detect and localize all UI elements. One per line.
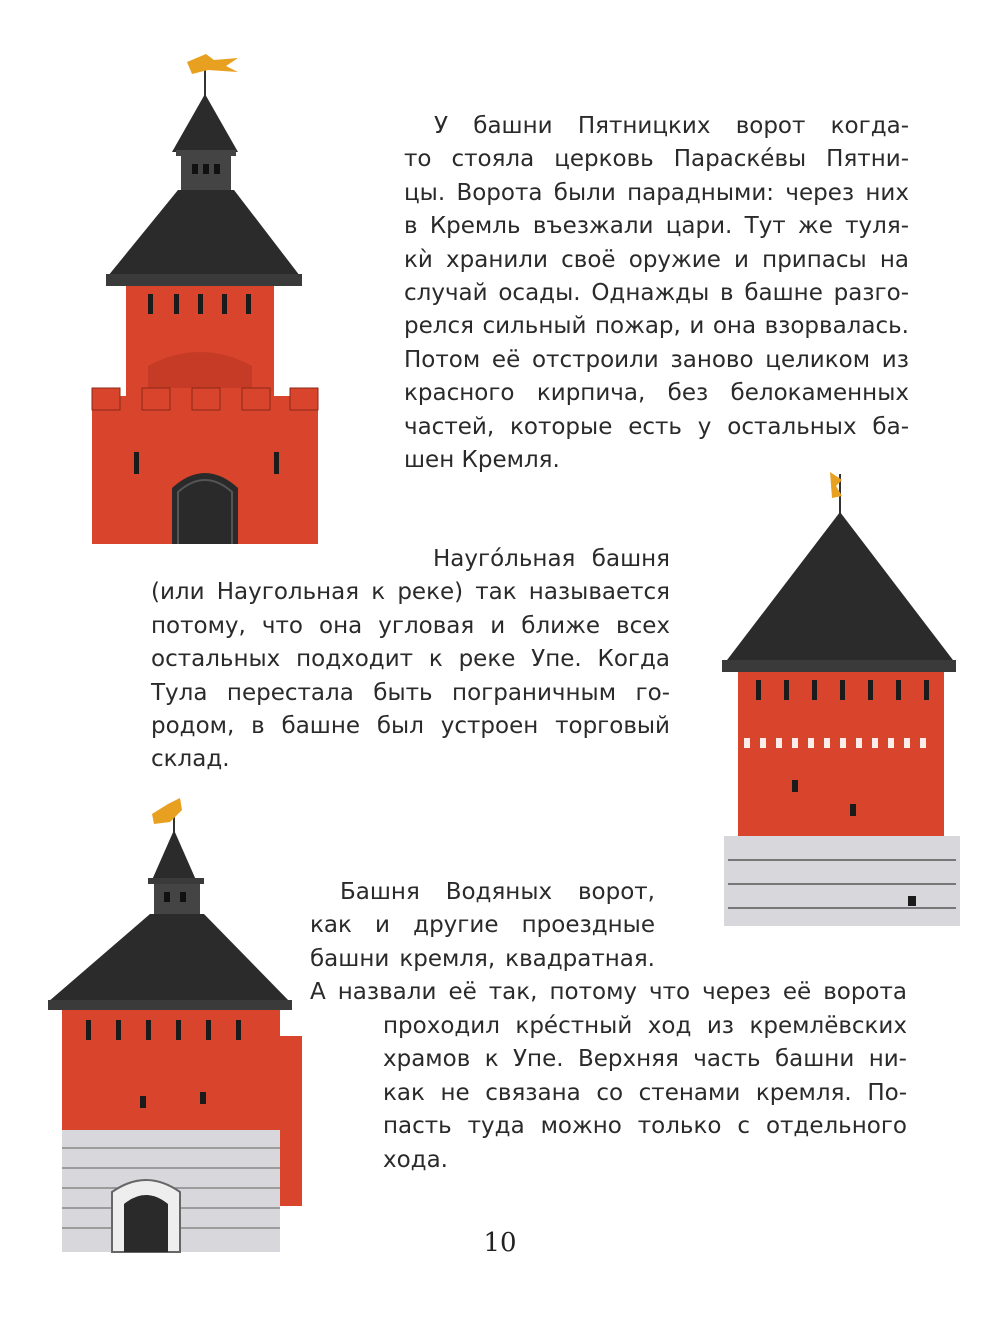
text-line: потому, что она угловая и ближе всех (151, 612, 670, 639)
text-line: Потом её отстроили заново целиком из (404, 346, 909, 373)
text-line: Тула перестала быть пограничным го- (151, 679, 670, 706)
text-line: пасть туда можно только с отдельного (383, 1113, 907, 1140)
text-line: красного кирпича, без белокаменных (404, 380, 909, 407)
text-line: А назвали её так, потому что через её ворота (310, 979, 907, 1005)
text-line: У башни Пятницких ворот когда- (434, 113, 909, 139)
text-line: цы. Ворота были парадными: через них (404, 179, 909, 206)
text-line: хода. (383, 1146, 448, 1173)
text-line: родом, в башне был устроен торговый (151, 712, 670, 739)
text-line: релся сильный пожар, и она взорвалась. (404, 313, 909, 340)
water-gate-paragraph-rest (383, 1010, 907, 1177)
text-line: случай осады. Однажды в башне разго- (404, 279, 909, 306)
water-gate-paragraph-wide-line (310, 976, 907, 1009)
text-line: как и другие проездные (310, 912, 655, 939)
text-line: Башня Водяных ворот, (340, 879, 655, 905)
water-gate-tower-illustration (40, 796, 310, 1256)
pyatnitsky-gate-paragraph (404, 110, 909, 477)
text-line: кѝ хранили своё оружие и припасы на (404, 246, 909, 273)
text-line: частей, которые есть у остальных ба- (404, 413, 909, 440)
pyatnitsky-gate-tower-illustration (88, 48, 328, 548)
text-line: остальных подходит к реке Упе. Когда (151, 646, 670, 673)
naugolnaya-tower-illustration (700, 468, 970, 938)
text-line: храмов к Упе. Верхняя часть башни ни- (383, 1046, 907, 1073)
text-line: шен Кремля. (404, 446, 560, 473)
text-line: в Кремль въезжали цари. Тут же туля- (404, 213, 909, 240)
naugolnaya-tower-paragraph (151, 543, 670, 777)
text-line: (или Наугольная к реке) так называется (151, 579, 670, 606)
page-number: 10 (483, 1228, 517, 1258)
water-gate-paragraph-intro (310, 876, 655, 976)
text-line: как не связана со стенами кремля. По- (383, 1079, 907, 1106)
text-line: башни кремля, квадратная. (310, 945, 655, 972)
text-line: Наугóльная башня (433, 546, 670, 572)
text-line: проходил крéстный ход из кремлёвских (383, 1013, 907, 1039)
text-line: склад. (151, 746, 230, 773)
text-line: то стояла церковь Параскéвы Пятни- (404, 146, 909, 173)
